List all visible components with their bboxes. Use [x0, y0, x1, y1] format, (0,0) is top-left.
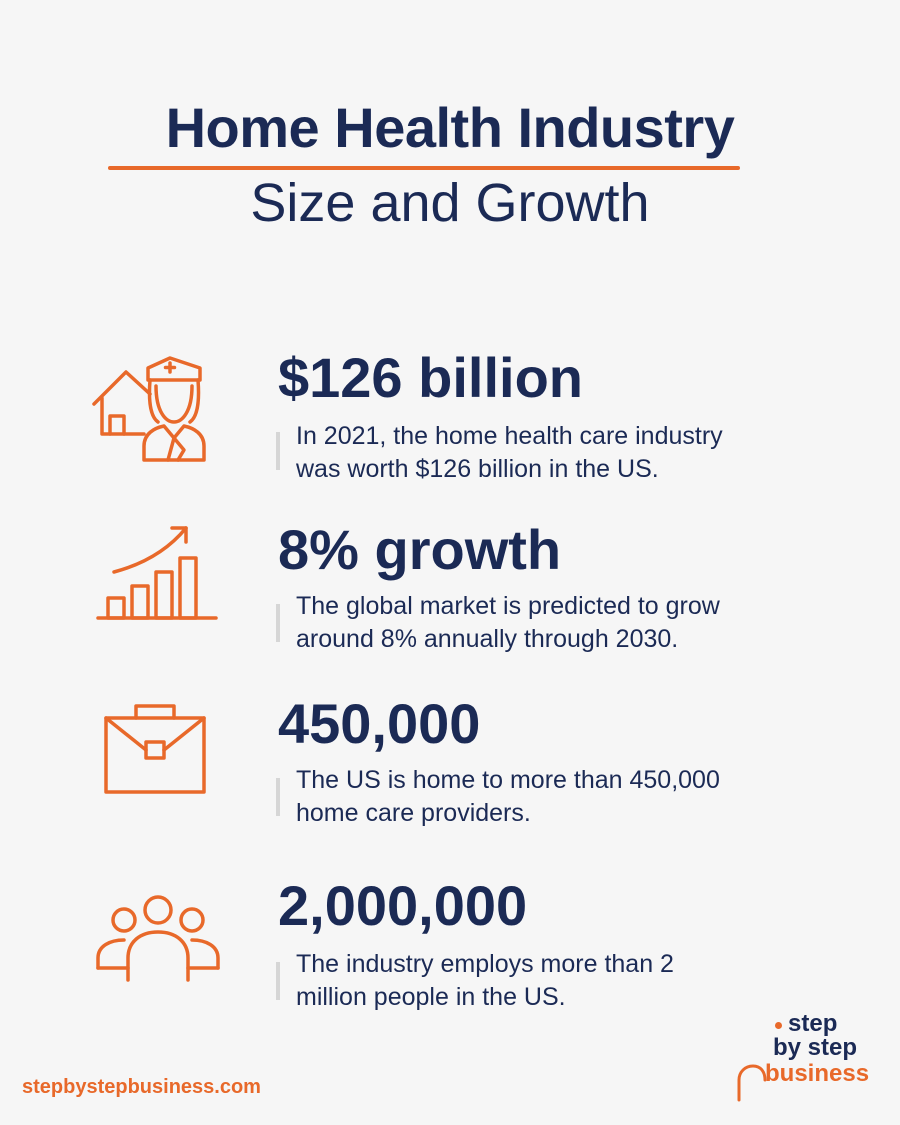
stat-desc-line: In 2021, the home health care industry [296, 422, 723, 450]
page-subtitle: Size and Growth [250, 173, 650, 233]
stat-description [296, 764, 856, 830]
stat-divider [276, 432, 280, 470]
stat-headline: 450,000 [278, 692, 481, 755]
page-title: Home Health Industry [165, 96, 735, 159]
stat-item-revenue [0, 340, 900, 500]
stat-item-employees [0, 872, 900, 1032]
stat-desc-line: home care providers. [296, 799, 531, 827]
stat-description [296, 948, 856, 1014]
stat-headline: 2,000,000 [278, 874, 528, 937]
briefcase-icon [88, 700, 228, 820]
stat-desc-line: The global market is predicted to grow [296, 592, 720, 620]
stat-desc-line: around 8% annually through 2030. [296, 625, 679, 653]
stat-divider [276, 604, 280, 642]
stat-item-growth [0, 518, 900, 678]
footer-website-link[interactable]: stepbystepbusiness.com [22, 1076, 261, 1098]
people-group-icon [88, 886, 228, 1006]
stat-desc-line: The US is home to more than 450,000 [296, 766, 720, 794]
stat-headline: $126 billion [278, 346, 583, 409]
logo-text-business: business [765, 1060, 870, 1087]
stat-divider [276, 962, 280, 1000]
stat-desc-line: was worth $126 billion in the US. [296, 455, 659, 483]
logo-text-by-step: by step [773, 1034, 858, 1061]
stat-divider [276, 778, 280, 816]
growth-chart-icon [88, 520, 228, 640]
stat-desc-line: million people in the US. [296, 983, 566, 1011]
stat-desc-line: The industry employs more than 2 [296, 950, 674, 978]
logo-text-step: step [788, 1010, 838, 1037]
title-block [0, 95, 900, 233]
home-nurse-icon [88, 346, 228, 466]
stat-item-providers [0, 690, 900, 850]
stat-description [296, 420, 856, 486]
title-underline [108, 166, 740, 170]
stat-headline: 8% growth [278, 518, 562, 581]
brand-logo [735, 1010, 875, 1105]
logo-dot [775, 1022, 782, 1029]
stat-description [296, 590, 856, 656]
